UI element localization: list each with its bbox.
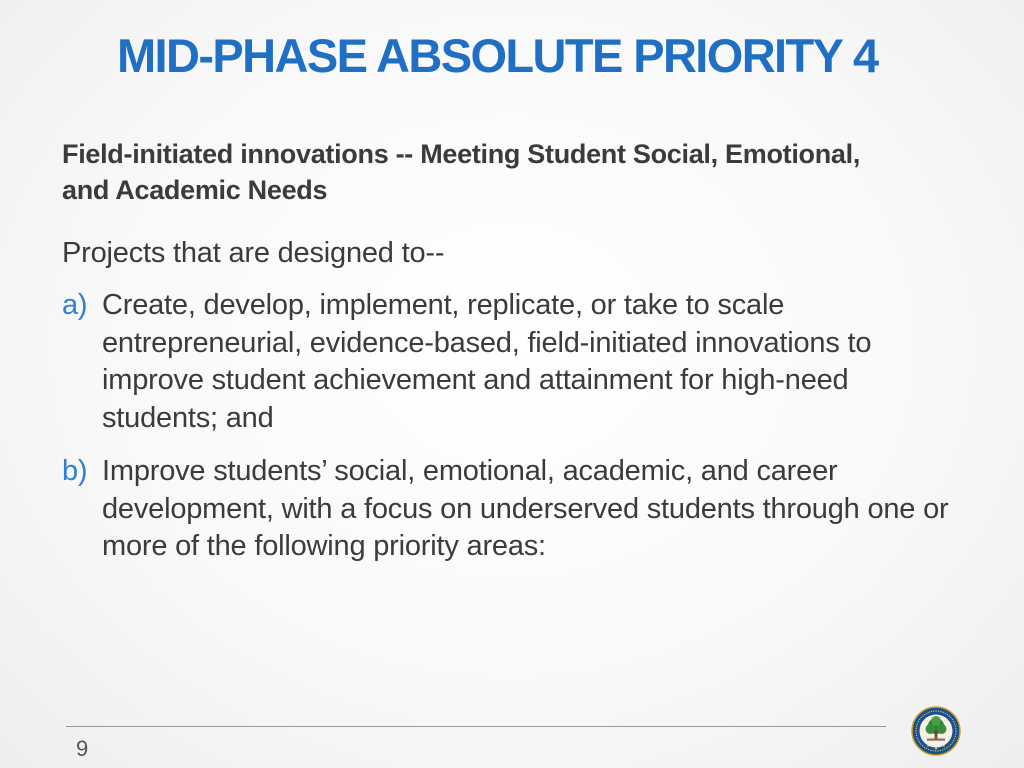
list-item-text: Improve students’ social, emotional, academic, and career development, with a focus on underserved students through one or more of the following priority areas:	[102, 455, 949, 562]
priority-list	[62, 287, 962, 582]
page-number: 9	[76, 736, 89, 761]
list-item	[62, 453, 962, 566]
department-seal-icon	[911, 706, 961, 756]
list-item-text: Create, develop, implement, replicate, or take to scale entrepreneurial, evidence-based, field-initiated innovations to improve student achievement and attainment for high-need students; and	[102, 289, 872, 434]
list-marker: b)	[62, 455, 88, 487]
footer-divider	[66, 726, 886, 727]
slide-subtitle: Field-initiated innovations -- Meeting Student Social, Emotional, and Academic Needs	[62, 139, 861, 205]
slide-title: MID-PHASE ABSOLUTE PRIORITY 4	[117, 29, 878, 82]
list-item	[62, 287, 962, 437]
list-marker: a)	[62, 289, 88, 321]
intro-text: Projects that are designed to--	[62, 237, 445, 269]
